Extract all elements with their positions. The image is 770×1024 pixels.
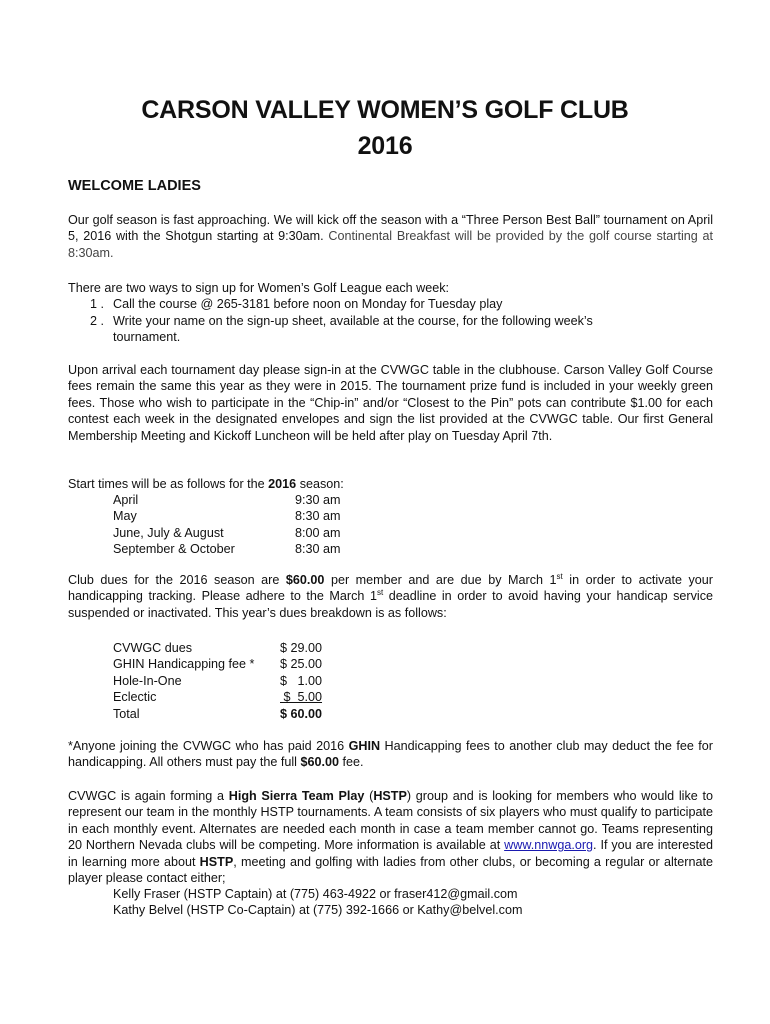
time-cell: 8:30 am	[295, 509, 341, 524]
signup-section	[68, 280, 713, 346]
ordinal-suffix: st	[376, 588, 384, 598]
dues-amount: $60.00	[285, 573, 325, 587]
arrival-paragraph: Upon arrival each tournament day please sign-in at the CVWGC table in the clubhouse. Carson Valley Golf Course fees remain the same this year as they were in 2015. The tournament prize fund is included in your weekly green fees. Those who wish to participate in the “Chip-in” and/or “Closest to the Pin” pots can contribute $1.00 for each contest each week in the designated envelopes and sign the list provided at the CVWGC table. Our first General Membership Meeting and Kickoff Luncheon will be held after play on Tuesday April 7th.	[68, 363, 713, 443]
fee-amount: $ 29.00	[280, 641, 323, 655]
list-text: Call the course @ 265-3181 before noon on Monday for Tuesday play	[113, 297, 503, 312]
dues-table	[113, 640, 373, 722]
table-row	[113, 689, 373, 705]
signup-lead: There are two ways to sign up for Women’s Golf League each week:	[68, 281, 450, 295]
table-row	[113, 706, 373, 722]
start-times-lead-end: season:	[296, 477, 344, 491]
note-text: fee.	[338, 755, 364, 770]
contact-kelly: Kelly Fraser (HSTP Captain) at (775) 463-4922 or fraser412@gmail.com	[113, 887, 518, 901]
hstp-text: (	[364, 789, 374, 803]
note-text: *Anyone joining the CVWGC who has paid 2016	[68, 739, 349, 753]
fee-amount: $ 25.00	[280, 657, 323, 672]
welcome-heading: WELCOME LADIES	[68, 178, 201, 194]
start-times-table	[113, 492, 413, 558]
hstp-abbr: HSTP	[373, 789, 407, 803]
hstp-text: ) group and is looking for members who would like to represent our team in the monthly HSTP tournaments. A team consists of six players who must qualify to participate in each monthly event. Alternates are needed each month in case a team member cannot go. Teams representing 20 Northern Nevada clubs will be competing. More information is available at	[68, 789, 713, 853]
list-text: Write your name on the sign-up sheet, available at the course, for the following week’s tournament.	[113, 313, 593, 345]
nnwga-link[interactable]: www.nnwga.org	[504, 838, 594, 853]
list-number: 2 .	[90, 313, 105, 328]
table-row	[113, 541, 413, 557]
month-cell: April	[113, 493, 139, 507]
table-row	[113, 673, 373, 689]
ordinal-suffix: st	[556, 571, 563, 581]
hstp-paragraph	[68, 788, 713, 886]
total-label: Total	[113, 706, 140, 721]
contact-kathy: Kathy Belvel (HSTP Co-Captain) at (775) 392-1666 or Kathy@belvel.com	[113, 903, 523, 917]
fee-label: CVWGC dues	[113, 641, 193, 655]
intro-paragraph	[68, 212, 713, 261]
table-row	[113, 656, 373, 672]
dues-text: Club dues for the 2016 season are	[68, 573, 286, 587]
dues-paragraph	[68, 572, 713, 621]
fee-label: Eclectic	[113, 690, 157, 705]
list-item	[68, 296, 713, 312]
fee-amount: $ 5.00	[280, 690, 323, 705]
hstp-text: . If you are interested in learning more about	[68, 838, 713, 869]
time-cell: 8:00 am	[295, 525, 341, 540]
note-ghin: GHIN	[348, 739, 381, 753]
month-cell: May	[113, 509, 137, 524]
ghin-note	[68, 738, 713, 771]
document-year: 2016	[357, 132, 413, 160]
breakfast-text: Continental Breakfast will be provided by the golf course starting at 8:30am.	[68, 229, 713, 260]
hstp-text: , meeting and golfing with ladies from other clubs, or becoming a regular or alternate player please contact either;	[68, 854, 713, 886]
hstp-name: High Sierra Team Play	[228, 789, 365, 803]
table-row	[113, 492, 413, 508]
intro-text: Our golf season is fast approaching. We will kick off the season with a “Three Person Best Ball” tournament on April 5, 2016 with the Shotgun starting at 9:30am.	[68, 213, 713, 244]
table-row	[113, 525, 413, 541]
document-title: CARSON VALLEY WOMEN’S GOLF CLUB	[141, 96, 629, 124]
list-number: 1 .	[90, 297, 105, 312]
table-row	[113, 508, 413, 524]
dues-text: per member and are due by March 1	[324, 573, 557, 587]
fee-label: Hole-In-One	[113, 673, 182, 688]
hstp-abbr: HSTP	[199, 854, 234, 869]
start-times-lead-text: Start times will be as follows for the	[68, 477, 269, 491]
hstp-text: CVWGC is again forming a	[68, 789, 229, 803]
fee-label: GHIN Handicapping fee *	[113, 657, 255, 672]
list-item	[68, 313, 713, 346]
note-amount: $60.00	[300, 755, 339, 770]
dues-text: in order to activate your handicapping tracking. Please adhere to the March 1	[68, 573, 714, 604]
table-row	[113, 640, 373, 656]
time-cell: 9:30 am	[295, 493, 341, 507]
fee-amount: $ 1.00	[280, 673, 323, 688]
start-times-lead	[68, 476, 713, 492]
month-cell: September & October	[113, 542, 235, 557]
month-cell: June, July & August	[113, 525, 224, 540]
start-times-year: 2016	[268, 477, 297, 491]
dues-text: deadline in order to avoid having your handicap service suspended or inactivated. This year’s dues breakdown is as follows:	[68, 589, 713, 620]
note-text: Handicapping fees to another club may deduct the fee for handicapping. All others must pay the full	[68, 739, 714, 770]
total-amount: $ 60.00	[280, 706, 323, 721]
time-cell: 8:30 am	[295, 542, 341, 557]
